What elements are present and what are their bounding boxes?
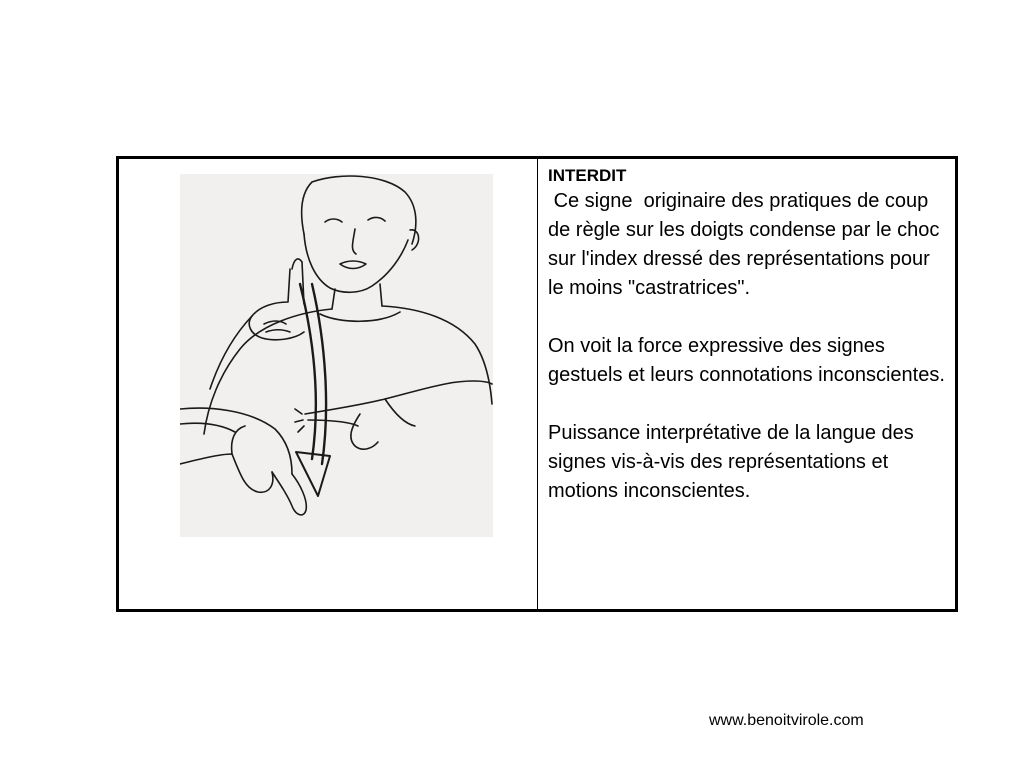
sign-title: INTERDIT — [548, 166, 627, 185]
text-cell — [538, 159, 955, 609]
paragraph-gap — [548, 390, 947, 419]
sign-language-illustration — [180, 174, 493, 537]
website-link[interactable]: www.benoitvirole.com — [709, 712, 864, 729]
paragraph-gap — [548, 303, 947, 332]
paragraph-origin: Ce signe originaire des pratiques de coup de règle sur les doigts condense par le choc sur l'index dressé des représentations pour le moins "castratrices". — [548, 190, 945, 299]
paragraph-interpretive-power: Puissance interprétative de la langue des signes vis-à-vis des représentations et motions inconscientes. — [548, 422, 920, 502]
illustration-cell — [119, 159, 538, 609]
signer-drawing — [180, 174, 493, 537]
content-table — [116, 156, 958, 612]
paragraph-expressive-force: On voit la force expressive des signes gestuels et leurs connotations inconscientes. — [548, 335, 945, 386]
